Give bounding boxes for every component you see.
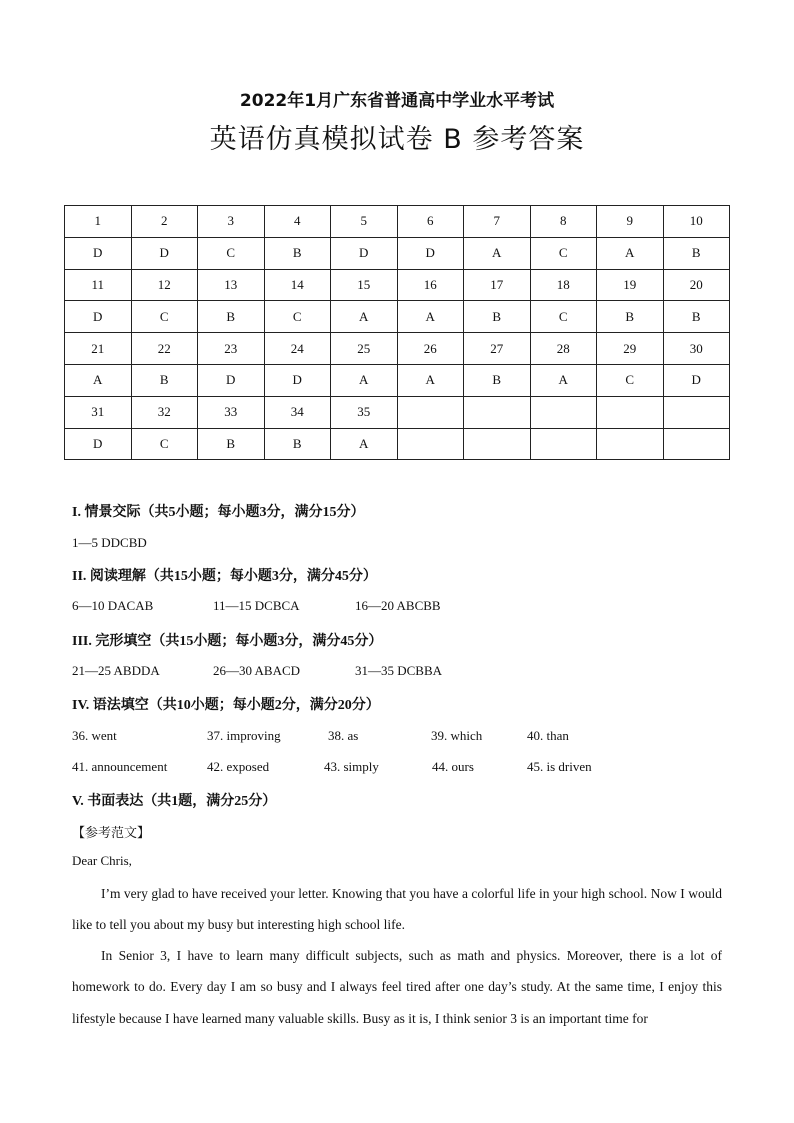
answer-table-cell: A: [464, 237, 531, 269]
answer-table-cell: C: [264, 301, 331, 333]
answer-table-cell: D: [397, 237, 464, 269]
answer-table-cell: 11: [65, 269, 132, 301]
answer-table-cell: D: [131, 237, 198, 269]
answer-table-cell: 27: [464, 333, 531, 365]
grammar-answer: 40. than: [527, 728, 569, 743]
answer-table-cell: 32: [131, 396, 198, 428]
answer-table-cell: B: [597, 301, 664, 333]
answer-table-cell: [530, 428, 597, 460]
answer-table-cell: 35: [331, 396, 398, 428]
essay-paragraph-1: I’m very glad to have received your letter. Knowing that you have a colorful life in your high school. Now I would like to tell you about my busy but interesting high school life.: [72, 886, 722, 933]
grammar-answer: 41. announcement: [72, 759, 168, 774]
answer-table-cell: B: [198, 428, 265, 460]
answer-table-cell: 12: [131, 269, 198, 301]
answer-table-row: [65, 269, 730, 301]
answer-table-cell: B: [198, 301, 265, 333]
answer-table-cell: D: [65, 301, 132, 333]
answer-table-row: [65, 396, 730, 428]
answer-table-row: [65, 333, 730, 365]
answer-table-cell: 13: [198, 269, 265, 301]
answer-table: [64, 205, 730, 460]
grammar-answer: 45. is driven: [527, 759, 592, 774]
answer-table-cell: A: [597, 237, 664, 269]
section-1-title: I. 情景交际（共5小题；每小题3分，满分15分）: [72, 505, 365, 520]
answer-table-cell: C: [530, 301, 597, 333]
answer-table-cell: [597, 428, 664, 460]
answer-table-cell: 28: [530, 333, 597, 365]
answer-table-cell: 23: [198, 333, 265, 365]
answer-table-cell: 29: [597, 333, 664, 365]
answer-table-cell: 21: [65, 333, 132, 365]
grammar-answer: 38. as: [328, 728, 359, 743]
answer-table-cell: 34: [264, 396, 331, 428]
grammar-answer: 37. improving: [207, 728, 281, 743]
answer-table-cell: 15: [331, 269, 398, 301]
answer-table-cell: A: [397, 364, 464, 396]
section-3-title: III. 完形填空（共15小题；每小题3分，满分45分）: [72, 634, 383, 649]
answer-table-cell: A: [331, 428, 398, 460]
answer-table-cell: [663, 428, 730, 460]
answer-table-cell: D: [331, 237, 398, 269]
answer-table-cell: 2: [131, 206, 198, 238]
answer-table-cell: 30: [663, 333, 730, 365]
answer-table-cell: A: [530, 364, 597, 396]
grammar-answer: 42. exposed: [207, 759, 270, 774]
section-3-answer: 31—35 DCBBA: [355, 663, 443, 678]
answer-table-cell: B: [464, 364, 531, 396]
answer-table-row: [65, 364, 730, 396]
answer-table-cell: B: [264, 428, 331, 460]
section-2-title: II. 阅读理解（共15小题；每小题3分，满分45分）: [72, 569, 377, 584]
answer-table-cell: A: [397, 301, 464, 333]
answer-table-cell: A: [331, 364, 398, 396]
answer-table-cell: C: [131, 428, 198, 460]
answer-table-cell: C: [597, 364, 664, 396]
answer-table-cell: [597, 396, 664, 428]
answer-table-cell: 16: [397, 269, 464, 301]
answer-table-cell: 20: [663, 269, 730, 301]
answer-table-cell: 24: [264, 333, 331, 365]
sample-essay-label: 【参考范文】: [72, 825, 151, 840]
answer-table-cell: 6: [397, 206, 464, 238]
answer-table-cell: A: [331, 301, 398, 333]
answer-table-cell: 9: [597, 206, 664, 238]
grammar-answer: 43. simply: [324, 759, 379, 774]
answer-table-cell: 25: [331, 333, 398, 365]
essay-greeting: Dear Chris,: [72, 853, 132, 868]
answer-table-cell: 26: [397, 333, 464, 365]
answer-table-cell: [464, 428, 531, 460]
answer-table-cell: [663, 396, 730, 428]
answer-table-cell: 19: [597, 269, 664, 301]
section-1-answers: 1—5 DDCBD: [72, 535, 147, 550]
answer-table-row: [65, 301, 730, 333]
answer-table-cell: 1: [65, 206, 132, 238]
answer-table-cell: A: [65, 364, 132, 396]
answer-table-cell: B: [464, 301, 531, 333]
answer-table-row: [65, 237, 730, 269]
section-3-answer: 21—25 ABDDA: [72, 663, 160, 678]
answer-table-cell: C: [530, 237, 597, 269]
answer-table-cell: 33: [198, 396, 265, 428]
answer-table-cell: 3: [198, 206, 265, 238]
answer-table-cell: D: [65, 237, 132, 269]
answer-table-cell: D: [65, 428, 132, 460]
answer-table-cell: D: [264, 364, 331, 396]
answer-table-cell: [530, 396, 597, 428]
section-2-answer: 6—10 DACAB: [72, 598, 154, 613]
answer-table-cell: [464, 396, 531, 428]
answer-table-cell: 4: [264, 206, 331, 238]
section-3-answer: 26—30 ABACD: [213, 663, 301, 678]
answer-table-cell: B: [131, 364, 198, 396]
answer-table-cell: 14: [264, 269, 331, 301]
answer-table-cell: C: [131, 301, 198, 333]
answer-table-cell: 18: [530, 269, 597, 301]
answer-table-cell: 17: [464, 269, 531, 301]
essay-paragraph-2: In Senior 3, I have to learn many difficult subjects, such as math and physics. Moreover, there is a lot of homework to do. Every day I am so busy and I always feel tired after one day’s study. At the same time, I enjoy this lifestyle because I have learned many valuable skills. Busy as it is, I think senior 3 is an important time for: [72, 948, 722, 1026]
answer-table-cell: 10: [663, 206, 730, 238]
answer-table-row: [65, 428, 730, 460]
exam-title: 2022年1月广东省普通高中学业水平考试: [239, 91, 555, 111]
answer-table-cell: B: [663, 237, 730, 269]
section-2-answer: 11—15 DCBCA: [213, 598, 300, 613]
answer-table-cell: C: [198, 237, 265, 269]
answer-table-cell: D: [663, 364, 730, 396]
answer-key-title: 英语仿真模拟试卷 B 参考答案: [209, 124, 585, 155]
grammar-answer: 39. which: [431, 728, 483, 743]
section-5-title: V. 书面表达（共1题，满分25分）: [72, 794, 277, 809]
answer-table-cell: 8: [530, 206, 597, 238]
answer-table-cell: 31: [65, 396, 132, 428]
answer-table-cell: 7: [464, 206, 531, 238]
section-2-answer: 16—20 ABCBB: [355, 598, 441, 613]
answer-table-cell: 5: [331, 206, 398, 238]
answer-table-cell: [397, 428, 464, 460]
grammar-answer: 44. ours: [432, 759, 474, 774]
answer-table-cell: B: [264, 237, 331, 269]
answer-table-cell: [397, 396, 464, 428]
answer-table-cell: 22: [131, 333, 198, 365]
answer-table-cell: D: [198, 364, 265, 396]
section-4-title: IV. 语法填空（共10小题；每小题2分，满分20分）: [72, 698, 380, 713]
answer-table-cell: B: [663, 301, 730, 333]
answer-table-row: [65, 206, 730, 238]
grammar-answer: 36. went: [72, 728, 117, 743]
